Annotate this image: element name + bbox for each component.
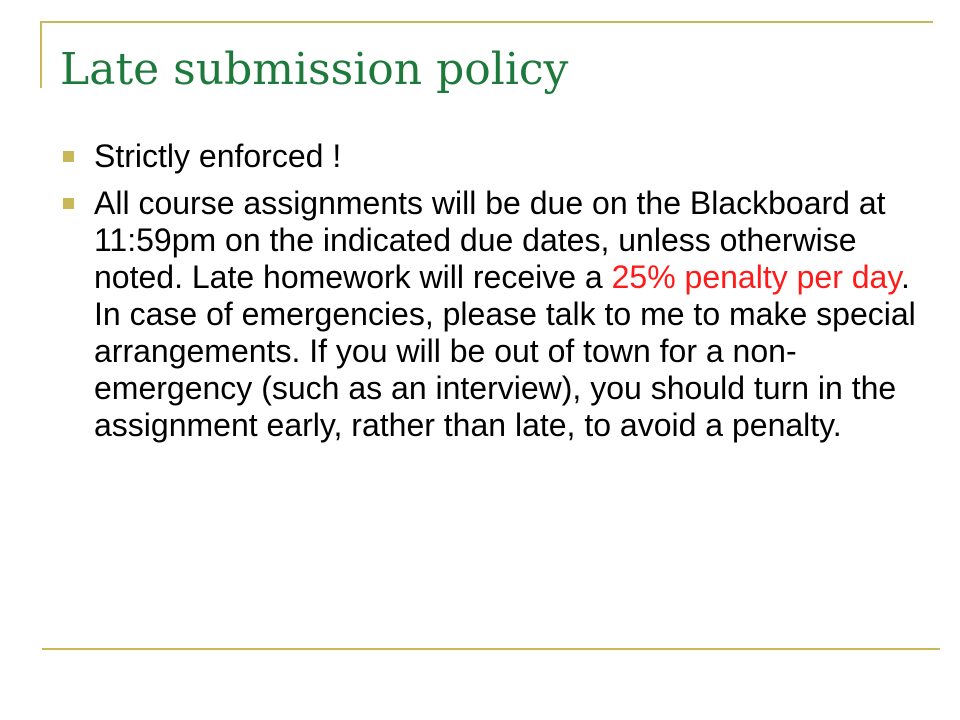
bullet-item-strictly-enforced	[60, 138, 920, 175]
bullet-item-assignment-policy	[60, 185, 920, 444]
slide-title: Late submission policy	[60, 44, 569, 95]
square-bullet-icon	[63, 198, 74, 209]
bullet-text-after-highlight: . In case of emergencies, please talk to me to make special arrangements. If you will be out of town for a non-emergency (such as an interview), you should turn in the assignment early, rather than late, to avoid a penalty.	[94, 259, 916, 443]
bullet-list	[60, 138, 920, 454]
penalty-highlight: 25% penalty per day	[611, 259, 901, 295]
top-rule	[40, 21, 933, 23]
square-bullet-icon	[63, 151, 74, 162]
left-rule	[40, 21, 42, 88]
bullet-text-before-highlight: All course assignments will be due on the Blackboard at 11:59pm on the indicated due dates, unless otherwise noted. Late homework will receive a	[94, 185, 886, 295]
bottom-rule	[42, 648, 940, 650]
bullet-text: Strictly enforced !	[94, 138, 342, 174]
